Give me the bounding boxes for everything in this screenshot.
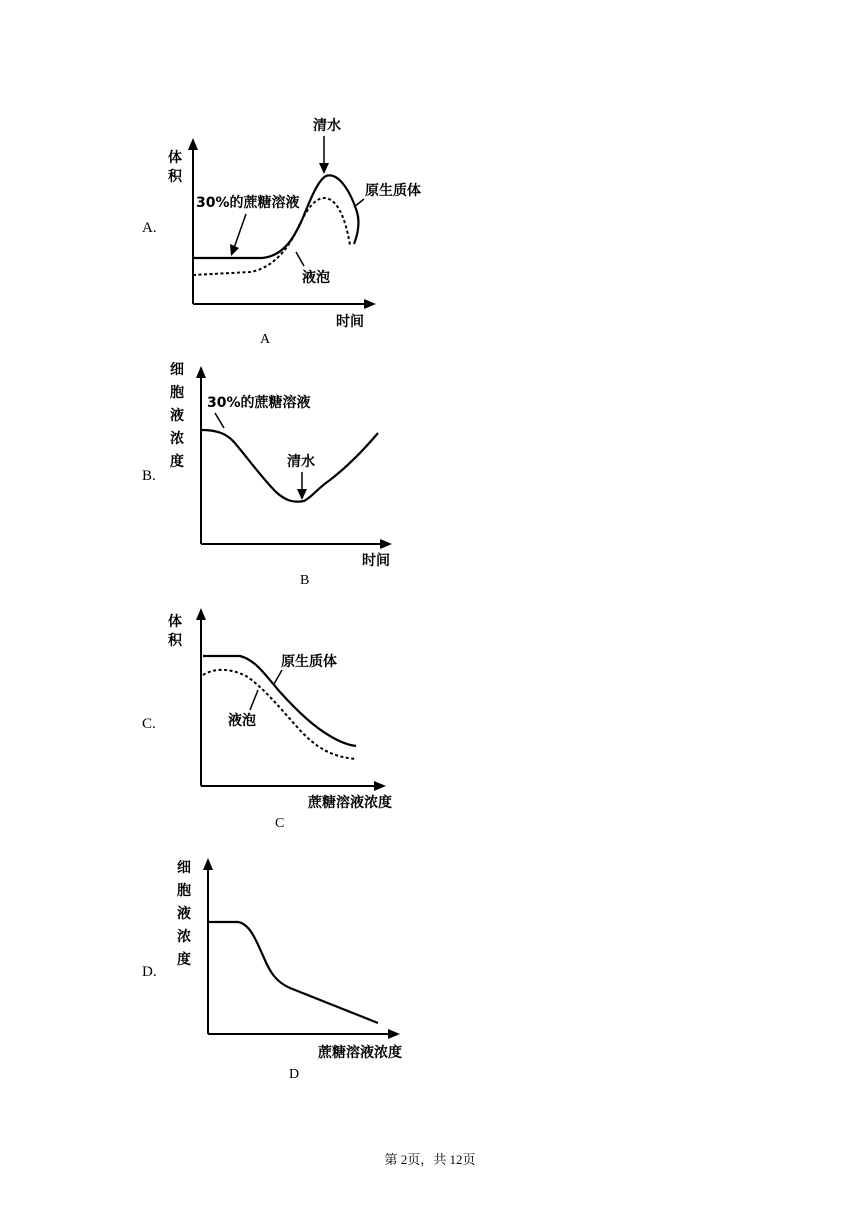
- y-label-char: 积: [168, 169, 182, 185]
- y-axis-arrow-icon: [188, 138, 198, 150]
- graph-b: [160, 350, 410, 572]
- x-label: 时间: [336, 314, 364, 330]
- protoplast-curve: [193, 175, 358, 258]
- x-label: 蔗糖溶液浓度: [318, 1045, 402, 1061]
- annotation-protoplast: 原生质体: [281, 654, 337, 670]
- vacuole-pointer: [250, 690, 258, 710]
- y-label-char: 液: [170, 408, 184, 424]
- caption-a: A: [260, 332, 271, 347]
- protoplast-pointer: [354, 199, 364, 207]
- graph-c: [160, 600, 420, 815]
- annotation-sucrose: 30%的蔗糖溶液: [207, 395, 311, 411]
- protoplast-pointer: [274, 670, 282, 684]
- y-label-char: 液: [177, 906, 191, 922]
- y-label-char: 胞: [170, 385, 184, 401]
- caption-d: D: [289, 1067, 300, 1082]
- x-axis-arrow-icon: [374, 781, 386, 791]
- caption-b: B: [300, 573, 310, 588]
- y-label-char: 度: [177, 952, 191, 968]
- y-label-char: 细: [170, 362, 184, 378]
- y-label-char: 体: [168, 614, 182, 630]
- y-axis-arrow-icon: [196, 608, 206, 620]
- y-label-char: 胞: [177, 883, 191, 899]
- arrow-head-icon: [319, 163, 329, 174]
- annotation-sucrose: 30%的蔗糖溶液: [196, 195, 300, 211]
- option-b-label: B.: [142, 468, 156, 484]
- x-axis-arrow-icon: [380, 539, 392, 549]
- annotation-vacuole: 液泡: [228, 713, 256, 729]
- concentration-curve: [208, 922, 378, 1023]
- option-d-label: D.: [142, 964, 157, 980]
- annotation-vacuole: 液泡: [302, 270, 330, 286]
- annotation-protoplast: 原生质体: [365, 183, 421, 199]
- y-label-char: 度: [170, 454, 184, 470]
- x-label: 时间: [362, 553, 390, 569]
- caption-c: C: [275, 816, 285, 831]
- option-c-label: C.: [142, 716, 156, 732]
- y-axis-arrow-icon: [196, 366, 206, 378]
- x-axis-arrow-icon: [388, 1029, 400, 1039]
- x-axis-arrow-icon: [364, 299, 376, 309]
- y-label-char: 积: [168, 633, 182, 649]
- sucrose-pointer: [234, 214, 246, 248]
- option-a-label: A.: [142, 220, 157, 236]
- annotation-water: 清水: [313, 118, 341, 134]
- graph-d: [160, 850, 420, 1065]
- graph-a: [160, 110, 460, 332]
- y-label-char: 体: [168, 150, 182, 166]
- vacuole-pointer: [296, 252, 304, 266]
- vacuole-curve: [203, 670, 356, 759]
- x-label: 蔗糖溶液浓度: [308, 795, 392, 811]
- arrow-head-icon: [297, 489, 307, 500]
- page-footer: 第 2页，共 12页: [384, 1152, 476, 1167]
- y-label-char: 浓: [177, 929, 191, 945]
- sucrose-pointer: [215, 413, 224, 428]
- y-label-char: 细: [177, 860, 191, 876]
- annotation-water: 清水: [287, 454, 315, 470]
- y-label-char: 浓: [170, 431, 184, 447]
- y-axis-arrow-icon: [203, 858, 213, 870]
